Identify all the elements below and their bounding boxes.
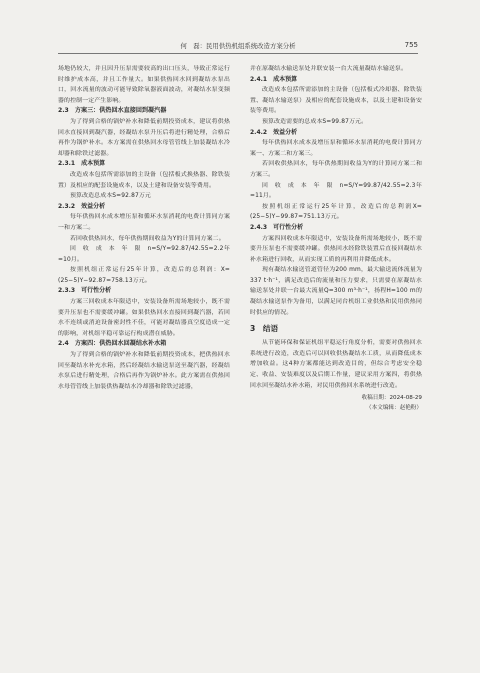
subsubsection-heading: 2.4.1 成本预算: [250, 75, 298, 83]
paragraph: 预算改造总成本S=92.87万元: [70, 193, 151, 200]
subsubsection-heading: 2.4.3 可行性分析: [250, 223, 304, 231]
paragraph: 场地仍较大，并且因升压泵需要较高的出口压头，导致正常运行时维护成本高，并且工作量大。如果供热回水回到凝结水泵出口，回水流量的波动可能导致除氧器液面波动，对凝结水泵变频器的控制一定产生影响。: [58, 66, 230, 104]
paragraph: 回 收 成 本 年 限 n=S/Y=92.87/42.55=2.2年=10月。: [58, 246, 230, 263]
paragraph: 并在原凝结水输送泵处并联安装一台大流量凝结水输送泵。: [250, 66, 408, 72]
subsubsection-heading: 2.3.3 可行性分析: [58, 287, 112, 295]
paragraph: 为了得到合格的锅炉补水和降低前期投资成本，建议将供热回水直接回到凝汽器，经凝结水泵升压后将进行精处理，合格后再作为锅炉补水。本方案需在供热回水母管管线上加装凝结水冷却器和除铁过滤器。: [58, 118, 230, 157]
paragraph: 改造成本包括所需添加的主设备（包括板式冷却器、除铁装置、凝结水输送泵）及相应的配套设施成本，以及土建和设备安装等费用。: [250, 87, 422, 115]
paragraph: 预算改造需要的总成本S=99.87万元。: [262, 118, 368, 125]
paragraph: 若回收供热回水，每年供热期间收益为Y的计算同方案二。: [70, 235, 225, 242]
received-date: 收稿日期：2024-08-29: [361, 395, 422, 402]
paragraph: 现有凝结水输送管道管径为200 mm，最大输送流体流量为337 t·h⁻¹，满足改造后的流量和压力要求，只需要在原凝结水输送泵处并联一台最大流量Q=300 m³·h⁻¹，扬程H=100 m的凝结水输送泵作为备用，以满足同台机组工业供热和民用供热同时供应的情况。: [250, 267, 422, 316]
editor-note: （本文编辑：赵艳粉）: [366, 405, 422, 412]
header-title: 何 磊：民用供热机组系统改造方案分析: [180, 42, 296, 50]
subsubsection-heading: 2.4.2 效益分析: [250, 128, 298, 136]
paragraph: 方案四回收成本年限适中，安装设备所需场地较小，既不需要升压泵也不需要缓冲罐。供热回水经除铁装置后直接回凝结水补水箱进行回收，从而实现工质的再利用并降低成本。: [250, 235, 422, 263]
paragraph: 为了得到合格的锅炉补水和降低前期投资成本，把供热回水回至凝结水补充水箱，然后经凝结水输送泵送至凝汽器，经凝结水泵后进行精处理，合格后再作为锅炉补水。此方案需在供热回水母管管线上加装供热凝结水冷却器和除铁过滤器，: [58, 352, 230, 390]
running-header: [58, 41, 418, 54]
subsection-heading: 2.4 方案四：供热回水回凝结水补水箱: [58, 340, 167, 348]
paragraph: 按照机组正常运行25年计算，改造后的总利润：X=(25−5)Y−92.87=758.13万元。: [58, 267, 230, 284]
paragraph: 方案三回收成本年限适中，安装设备所需场地较小，既不需要升压泵也不需要缓冲罐。如果供热回水直接回到凝汽器，若回水不连续或消迫设备密封性不佳，可能对凝结器真空度造成一定的影响，对机组平稳可靠运行构成潜在威胁。: [58, 299, 230, 337]
paragraph: 若回收供热回水，每年供热期间收益为Y的计算同方案二和方案三。: [250, 161, 422, 178]
paragraph: 从节能环保和保证机组平稳运行角度分析，需要对供热回水系统进行改造，改造后可以回收供热凝结水工质，从而降低成本增加收益。这4种方案都能达到改造目的，但综合考虑安全稳定、收益、安装难度以及后期工作量，建议采用方案四，将供热回水回至凝结水补水箱，对民用供热回水系统进行改造。: [250, 340, 422, 389]
paragraph: 每年供热回水成本及增压泵和循环水泵消耗的电费计算同方案一、方案二和方案三。: [250, 140, 422, 157]
page-number: 755: [404, 41, 418, 49]
subsection-heading: 2.3 方案三：供热回水直接回到凝汽器: [58, 107, 167, 115]
right-column: [250, 64, 422, 413]
subsubsection-heading: 2.3.2 效益分析: [58, 202, 106, 210]
paragraph: 每年供热回水成本增压泵和循环水泵消耗的电费计算同方案一和方案二。: [58, 214, 230, 231]
paragraph: 改造成本包括所需添加的主设备（包括板式换热器、除铁装置）及相应的配套设施成本，以及土建和设备安装等费用。: [58, 171, 230, 189]
paragraph: 回 收 成 本 年 限 n=S/Y=99.87/42.55=2.3年=11月。: [250, 182, 422, 200]
paragraph: 按照机组正常运行25年计算，改造后的总利润X=(25−5)Y−99.87=751.13万元。: [250, 203, 422, 221]
subsubsection-heading: 2.3.1 成本预算: [58, 160, 106, 168]
left-column: [58, 64, 230, 392]
section-heading: 3 结语: [250, 324, 279, 334]
